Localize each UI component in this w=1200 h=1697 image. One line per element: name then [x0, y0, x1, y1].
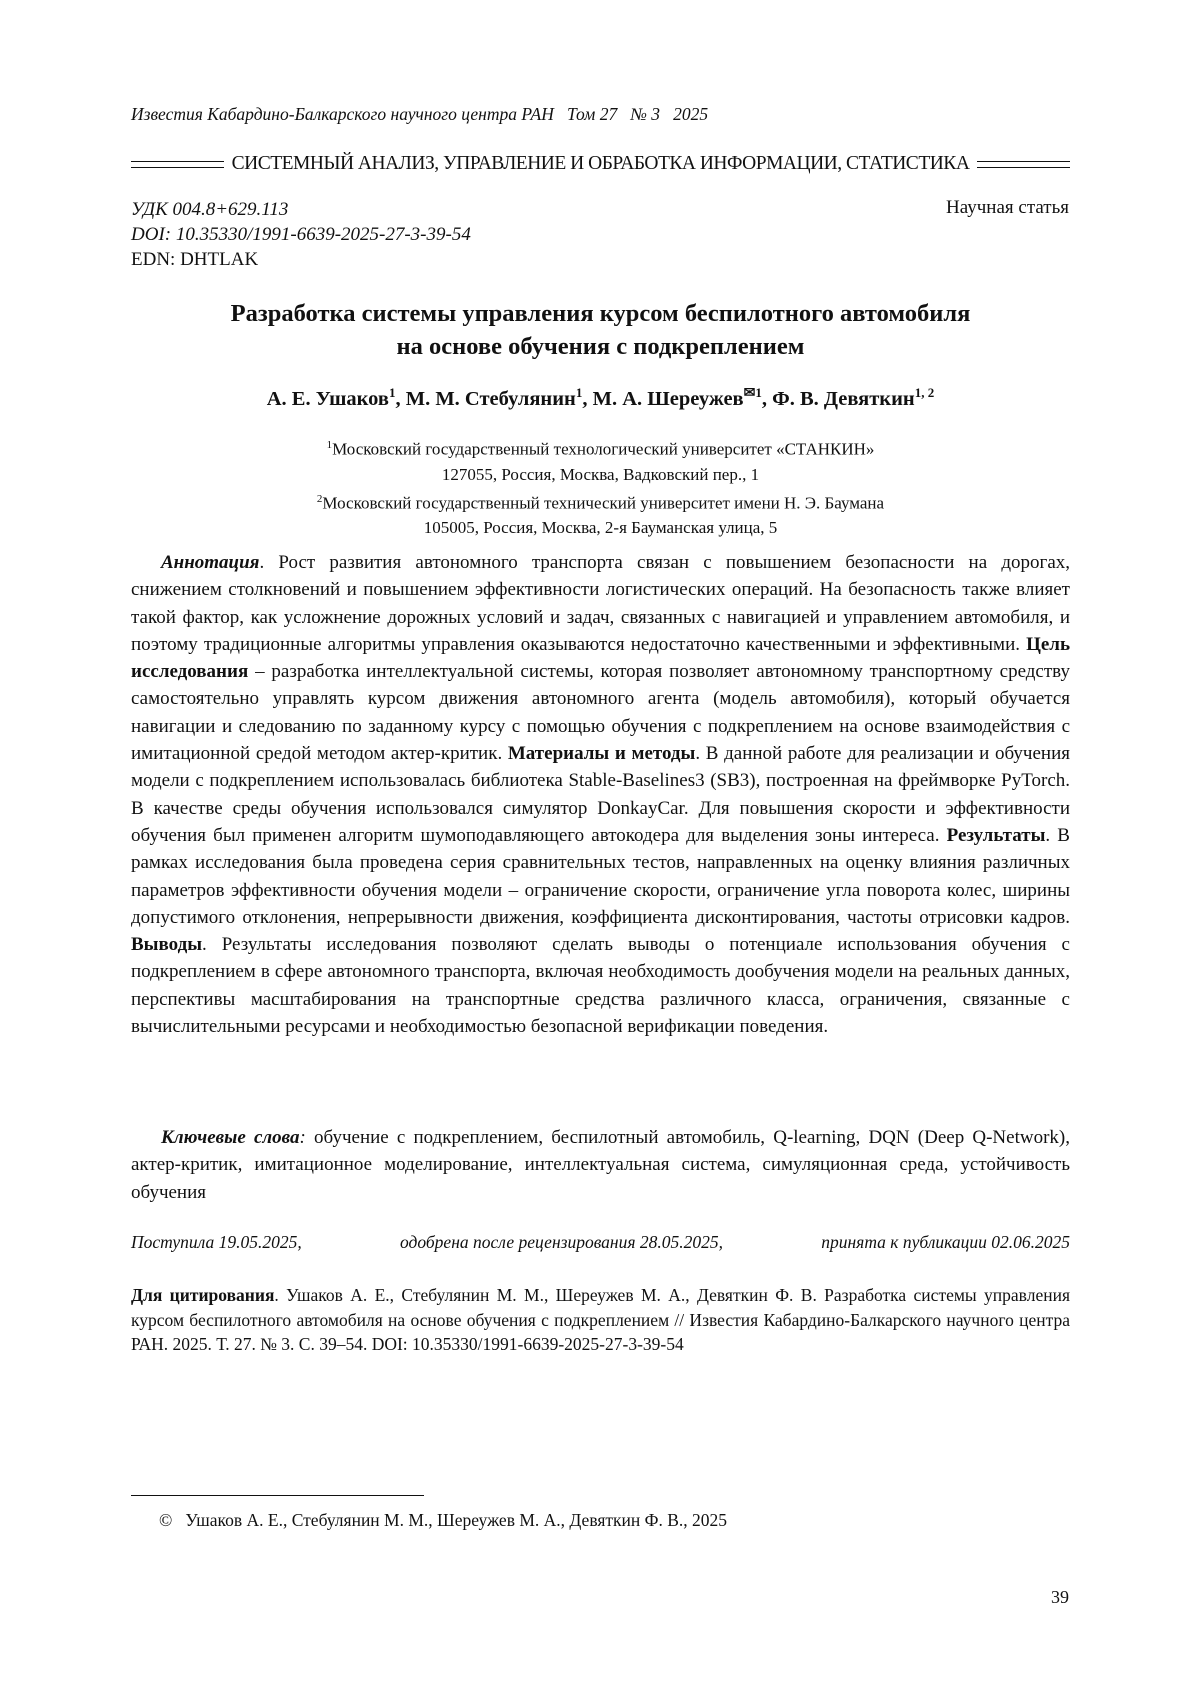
title-line-2: на основе обучения с подкреплением: [131, 330, 1070, 363]
publication-dates: [131, 1232, 1070, 1253]
author-affiliation-mark: 1, 2: [915, 385, 935, 400]
conclusions-label: Выводы: [131, 934, 202, 955]
article-title: [131, 297, 1070, 363]
methods-text: . В данной работе для реализации и обучения модели с подкреплением использовалась библиотека Stable-Baselines3 (SB3), построенная на фреймворке PyTorch. В качестве среды обучения использовался симулятор DonkayCar. Для повышения скорости и эффективности обучения был применен алгоритм шумоподавляющего автокодера для выделения зоны интереса.: [131, 743, 1070, 846]
goal-label: Цель исследования: [131, 634, 1070, 682]
journal-header: Известия Кабардино-Балкарского научного центра РАН Том 27 № 3 2025: [131, 104, 708, 125]
conclusions-text: . Результаты исследования позволяют сделать выводы о потенциале использования обучения с подкреплением в сфере автономного транспорта, включая необходимость дообучения модели на реальных данных, перспективы масштабирования на транспортные средства различного класса, ограничения, связанные с вычислительными ресурсами и необходимостью безопасной верификации поведения.: [131, 934, 1070, 1037]
citation-label: Для цитирования: [131, 1285, 274, 1305]
section-rule-left: [131, 161, 224, 168]
keywords-text: обучение с подкреплением, беспилотный автомобиль, Q-learning, DQN (Deep Q-Network), актер-критик, имитационное моделирование, интеллектуальная система, симуляционная среда, устойчивость обучения: [131, 1127, 1070, 1203]
affiliation-name: [131, 433, 1070, 462]
goal-text: – разработка интеллектуальной системы, которая позволяет автономному транспортному средству самостоятельно управлять курсом движения автономного агента (модель автомобиля), который обучается навигации и следованию по заданному курсу с помощью обучения с подкреплением на основе взаимодействия с имитационной средой методом актер-критик.: [131, 661, 1070, 764]
article-page: [0, 0, 1200, 1697]
author-separator: ,: [395, 388, 405, 410]
author-name: М. А. Шереужев: [593, 388, 744, 410]
author-list: [131, 385, 1070, 411]
affiliation-name: [131, 487, 1070, 516]
page-number: 39: [1051, 1587, 1069, 1608]
keywords-label: Ключевые слова: [161, 1127, 300, 1148]
affiliation-number: 1: [327, 439, 333, 451]
author-separator: ,: [582, 388, 592, 410]
author-affiliation-mark: 1: [755, 385, 762, 400]
author-name: Ф. В. Девяткин: [772, 388, 915, 410]
results-label: Результаты: [947, 825, 1046, 846]
citation-text: . Ушаков А. Е., Стебулянин М. М., Шереужев М. А., Девяткин Ф. В. Разработка системы управления курсом беспилотного автомобиля на основе обучения с подкреплением // Известия Кабардино-Балкарского научного центра РАН. 2025. Т. 27. № 3. С. 39–54. DOI: 10.35330/1991-6639-2025-27-3-39-54: [131, 1285, 1070, 1354]
article-meta: [131, 197, 471, 272]
title-line-1: Разработка системы управления курсом беспилотного автомобиля: [131, 297, 1070, 330]
affiliation-name-text: Московский государственный технологический университет «СТАНКИН»: [332, 440, 874, 459]
methods-label: Материалы и методы: [508, 743, 696, 764]
doi: DOI: 10.35330/1991-6639-2025-27-3-39-54: [131, 222, 471, 247]
copyright-notice: © Ушаков А. Е., Стебулянин М. М., Шереужев М. А., Девяткин Ф. В., 2025: [159, 1510, 727, 1531]
abstract-intro: . Рост развития автономного транспорта связан с повышением безопасности на дорогах, снижением столкновений и повышением эффективности логистических операций. На безопасность также влияет такой фактор, как усложнение дорожных условий и задач, связанных с навигацией и управлением автомобиля, и поэтому традиционные алгоритмы управления оказываются недостаточно качественными и эффективными.: [131, 552, 1070, 655]
footnote-divider: [131, 1495, 424, 1496]
udc-code: УДК 004.8+629.113: [131, 197, 471, 222]
affiliations: [131, 433, 1070, 540]
keywords-colon: :: [300, 1127, 306, 1148]
author-separator: ,: [762, 388, 772, 410]
section-bar: [131, 150, 1070, 178]
author-name: А. Е. Ушаков: [267, 388, 389, 410]
results-text: . В рамках исследования была проведена серия сравнительных тестов, направленных на оценку влияния различных параметров эффективности обучения модели – ограничение скорости, ограничение угла поворота колес, ширины допустимого отклонения, непрерывности движения, коэффициента дисконтирования, частоты отрисовки кадров.: [131, 825, 1070, 928]
author-affiliation-mark: 1: [576, 385, 583, 400]
edn: EDN: DHTLAK: [131, 247, 471, 272]
received-date: Поступила 19.05.2025,: [131, 1232, 302, 1253]
section-title: СИСТЕМНЫЙ АНАЛИЗ, УПРАВЛЕНИЕ И ОБРАБОТКА ИНФОРМАЦИИ, СТАТИСТИКА: [224, 153, 978, 175]
reviewed-date: одобрена после рецензирования 28.05.2025,: [400, 1232, 723, 1253]
affiliation-name-text: Московский государственный технический университет имени Н. Э. Баумана: [322, 493, 884, 512]
author-name: М. М. Стебулянин: [406, 388, 576, 410]
affiliation-address: 127055, Россия, Москва, Вадковский пер., 1: [131, 462, 1070, 487]
author-affiliation-mark: 1: [389, 385, 396, 400]
affiliation-address: 105005, Россия, Москва, 2-я Бауманская улица, 5: [131, 515, 1070, 540]
abstract-label: Аннотация: [161, 552, 259, 573]
affiliation-number: 2: [317, 493, 323, 505]
accepted-date: принята к публикации 02.06.2025: [821, 1232, 1070, 1253]
keywords: [131, 1124, 1070, 1206]
article-type: Научная статья: [946, 197, 1069, 219]
corresponding-author-envelope-icon: ✉: [744, 386, 756, 401]
citation: [131, 1283, 1070, 1357]
section-rule-right: [977, 161, 1070, 168]
abstract: [131, 549, 1070, 1040]
